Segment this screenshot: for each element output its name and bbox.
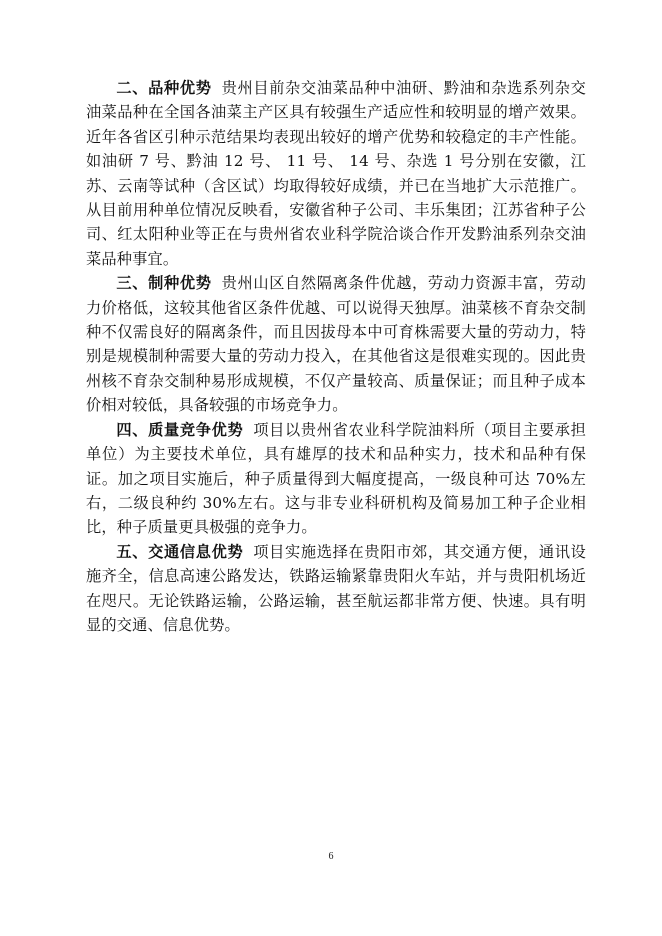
paragraph-quality-advantage	[86, 418, 586, 540]
paragraph-heading: 二、品种优势	[116, 79, 212, 97]
paragraph-text: 项目以贵州省农业科学院油料所（项目主要承担单位）为主要技术单位，具有雄厚的技术和品种实力，技术和品种有保证。加之项目实施后，种子质量得到大幅度提高，一级良种可达 70%左右，二级良种约 30%左右。这与非专业科研机构及简易加工种子企业相比，种子质量更具极强的竞争力。	[86, 420, 586, 537]
paragraph-heading: 五、交通信息优势	[116, 542, 244, 561]
paragraph-heading: 四、质量竞争优势	[116, 420, 244, 439]
paragraph-text: 贵州山区自然隔离条件优越，劳动力资源丰富，劳动力价格低，这较其他省区条件优越、可以说得天独厚。油菜核不育杂交制种不仅需良好的隔离条件，而且因拔母本中可育株需要大量的劳动力，特别是规模制种需要大量的劳动力投入，在其他省这是很难实现的。因此贵州核不育杂交制种易形成规模，不仅产量较高、质量保证；而且种子成本价相对较低，具备较强的市场竞争力。	[86, 274, 587, 415]
paragraph-variety-advantage	[86, 76, 586, 271]
paragraph-heading: 三、制种优势	[116, 274, 212, 293]
paragraph-seed-production-advantage	[86, 271, 586, 417]
paragraph-transport-advantage	[86, 540, 586, 638]
paragraph-text: 贵州目前杂交油菜品种中油研、黔油和杂选系列杂交油菜品种在全国各油菜主产区具有较强生产适应性和较明显的增产效果。近年各省区引种示范结果均表现出较好的增产优势和较稳定的丰产性能。如油研 7 号、黔油 12 号、 11 号、 14 号、杂选 1 号分别在安徽，江苏、云南等试种（含区试）均取得较好成绩，并已在当地扩大示范推广。从目前用种单位情况反映看，安徽省种子公司、丰乐集团；江苏省种子公司、红太阳种业等正在与贵州省农业科学院洽谈合作开发黔油系列杂交油菜品种事宜。	[86, 79, 587, 268]
document-body	[86, 76, 586, 637]
paragraph-text: 项目实施选择在贵阳市郊，其交通方便，通讯设施齐全，信息高速公路发达，铁路运输紧靠贵阳火车站，并与贵阳机场近在咫尺。无论铁路运输，公路运输，甚至航运都非常方便、快速。具有明显的交通、信息优势。	[86, 542, 586, 634]
page-number: 6	[328, 851, 334, 862]
